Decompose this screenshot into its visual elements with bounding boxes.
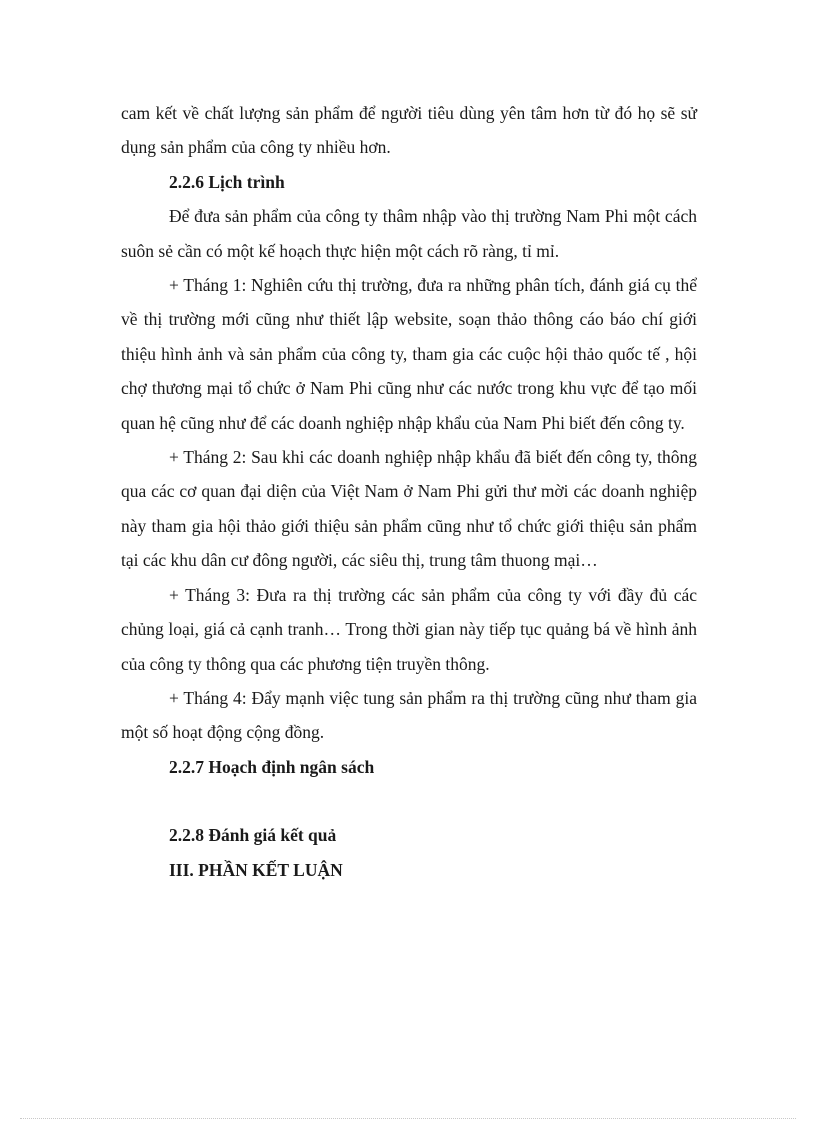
paragraph-month-4: + Tháng 4: Đẩy mạnh việc tung sản phẩm ra thị trường cũng như tham gia một số hoạt động cộng đồng. — [121, 687, 697, 743]
paragraph-intro: Để đưa sản phẩm của công ty thâm nhập vào thị trường Nam Phi một cách suôn sẻ cần có một kế hoạch thực hiện một cách rõ ràng, tỉ mỉ. — [121, 206, 697, 261]
blank-line — [121, 784, 697, 818]
section-heading-2-2-8: 2.2.8 Đánh giá kết quả — [169, 825, 337, 846]
paragraph-month-1: + Tháng 1: Nghiên cứu thị trường, đưa ra những phân tích, đánh giá cụ thể về thị trường mới cũng như thiết lập website, soạn thảo thông cáo báo chí giới thiệu hình ảnh và sản phẩm của công ty, tham gia các cuộc hội thảo quốc tế , hội chợ thương mại tổ chức ở Nam Phi cũng như các nước trong khu vực để tạo mối quan hệ cũng như để các doanh nghiệp nhập khẩu của Nam Phi biết đến công ty. — [121, 275, 697, 433]
page-bottom-divider — [20, 1118, 796, 1119]
section-heading-2-2-7: 2.2.7 Hoạch định ngân sách — [169, 756, 375, 777]
paragraph-continuation: cam kết về chất lượng sản phẩm để người tiêu dùng yên tâm hơn từ đó họ sẽ sử dụng sản phẩm của công ty nhiều hơn. — [121, 103, 697, 158]
paragraph-month-2: + Tháng 2: Sau khi các doanh nghiệp nhập khẩu đã biết đến công ty, thông qua các cơ quan đại diện của Việt Nam ở Nam Phi gửi thư mời các doanh nghiệp này tham gia hội thảo giới thiệu sản phẩm cũng như tổ chức giới thiệu sản phẩm tại các khu dân cư đông người, các siêu thị, trung tâm thuong mại… — [121, 447, 697, 571]
paragraph-month-3: + Tháng 3: Đưa ra thị trường các sản phẩm của công ty với đầy đủ các chủng loại, giá cả cạnh tranh… Trong thời gian này tiếp tục quảng bá về hình ảnh của công ty thông qua các phương tiện truyền thông. — [121, 584, 697, 674]
section-heading-2-2-6: 2.2.6 Lịch trình — [169, 171, 285, 192]
part-heading-conclusion: III. PHẦN KẾT LUẬN — [169, 859, 343, 880]
document-body — [121, 96, 697, 887]
